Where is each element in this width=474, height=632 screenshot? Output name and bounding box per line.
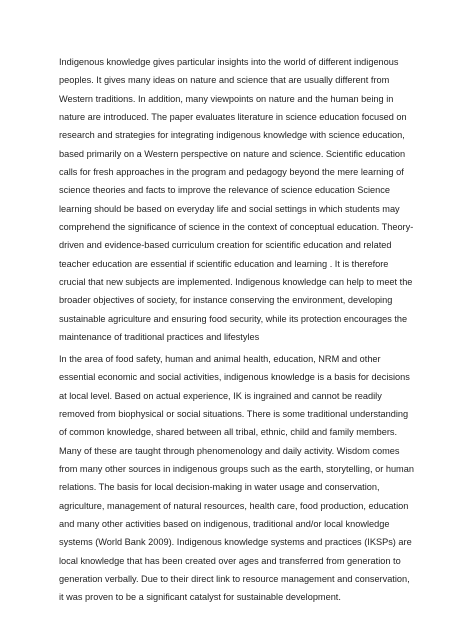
paragraph-line: agriculture, management of natural resources, health care, food production, education	[59, 500, 409, 511]
paragraph-line: nature are introduced. The paper evaluates literature in science education focused on	[59, 112, 407, 123]
paragraph-indigenous-knowledge-science	[59, 53, 427, 347]
paragraph-line: from many other sources in indigenous groups such as the earth, storytelling, or human	[59, 464, 414, 475]
paragraph-line: Many of these are taught through phenomenology and daily activity. Wisdom comes	[59, 445, 400, 456]
paragraph-line: Western traditions. In addition, many viewpoints on nature and the human being in	[59, 93, 394, 104]
paragraph-line: science theories and facts to improve the relevance of science education Science	[59, 185, 390, 196]
paragraph-line: relations. The basis for local decision-making in water usage and conservation,	[59, 482, 380, 493]
paragraph-line: systems (World Bank 2009). Indigenous knowledge systems and practices (IKSPs) are	[59, 537, 412, 548]
paragraph-line: maintenance of traditional practices and lifestyles	[59, 332, 260, 343]
paragraph-line: and many other activities based on indigenous, traditional and/or local knowledge	[59, 519, 390, 530]
paragraph-line: comprehend the significance of science in the context of conceptual education. Theory-	[59, 222, 414, 233]
paragraph-line: driven and evidence-based curriculum creation for scientific education and related	[59, 240, 392, 251]
paragraph-line: Indigenous knowledge gives particular insights into the world of different indigenous	[59, 57, 399, 67]
paragraph-line: local knowledge that has been created over ages and transferred from generation to	[59, 555, 401, 566]
paragraph-line: removed from biophysical or social situations. There is some traditional understanding	[59, 409, 409, 420]
paragraph-line: broader objectives of society, for instance conserving the environment, developing	[59, 295, 393, 306]
paragraph-line: it was proven to be a significant catalyst for sustainable development.	[59, 592, 341, 603]
paragraph-line: research and strategies for integrating indigenous knowledge with science education,	[59, 130, 405, 141]
paragraph-line: based primarily on a Western perspective on nature and science. Scientific education	[59, 148, 406, 159]
paragraph-line: crucial that new subjects are implemented. Indigenous knowledge can help to meet the	[59, 277, 413, 288]
paragraph-food-safety-local-knowledge	[59, 350, 427, 607]
paragraph-line: at local level. Based on actual experience, IK is ingrained and cannot be readily	[59, 390, 382, 401]
paragraph-line: essential economic and social activities, indigenous knowledge is a basis for decisions	[59, 372, 410, 383]
paragraph-line: generation verbally. Due to their direct link to resource management and conservation,	[59, 574, 410, 585]
paragraph-line: peoples. It gives many ideas on nature and science that are usually different from	[59, 75, 390, 86]
paragraph-line: In the area of food safety, human and animal health, education, NRM and other	[59, 354, 381, 364]
paragraph-line: teacher education are essential if scientific education and learning . It is therefore	[59, 258, 389, 269]
paragraph-line: sustainable agriculture and ensuring food security, while its protection encourages the	[59, 313, 408, 324]
paragraph-line: learning should be based on everyday life and social settings in which students may	[59, 203, 400, 214]
paragraph-line: calls for fresh approaches in the program and pedagogy beyond the mere learning of	[59, 167, 404, 178]
paragraph-line: of common knowledge, shared between all tribal, ethnic, child and family members.	[59, 427, 398, 438]
